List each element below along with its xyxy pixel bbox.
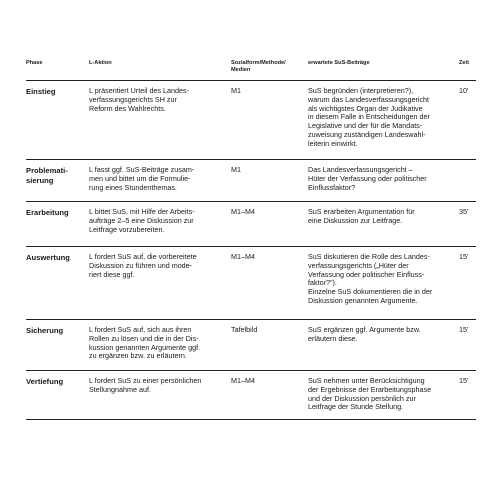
row-expected: SuS diskutieren die Rolle des Landes- verfassungsgerichts („Hüter der Verfassung oder politischer Einfluss- faktor?"). Einzelne SuS dokumentieren die in der Diskussion genannten Argumente. xyxy=(308,252,433,305)
table-row xyxy=(26,247,476,319)
row-phase: Auswertung xyxy=(26,253,70,262)
row-time: 15' xyxy=(459,376,469,385)
row-expected: Das Landesverfassungsgericht – Hüter der Verfassung oder politischer Einflussfaktor? xyxy=(308,165,427,192)
row-time: 15' xyxy=(459,252,469,261)
header-action: L-Aktion xyxy=(89,60,112,66)
row-expected: SuS begründen (interpretieren?), warum das Landesverfassungsgericht als wichtigstes Organ der Judikative in diesem Falle in Entscheidungen der Legislative und der für die Mandats- zuweisung zuständigen Landeswahl- leiterin einwirkt. xyxy=(308,86,430,148)
row-method: Tafelbild xyxy=(231,325,258,334)
lesson-plan-table xyxy=(26,58,476,420)
header-time: Zeit xyxy=(459,60,469,66)
row-phase: Einstieg xyxy=(26,87,56,96)
table-row xyxy=(26,320,476,370)
row-method: M1–M4 xyxy=(231,376,255,385)
header-expected: erwartete SuS-Beiträge xyxy=(308,60,370,66)
row-expected: SuS nehmen unter Berücksichtigung der Ergebnisse der Erarbeitungsphase und der Diskussion persönlich zur Leitfrage der Stunde Stellung. xyxy=(308,376,432,412)
row-rule xyxy=(26,419,476,420)
row-action: L fordert SuS auf, sich aus ihren Rollen zu lösen und die in der Dis- kussion genannten Argumente ggf. zu ergänzen bzw. zu erläutern. xyxy=(89,325,201,361)
row-action: L präsentiert Urteil des Landes- verfassungsgerichts SH zur Reform des Wahlrechts. xyxy=(89,86,190,113)
row-method: M1 xyxy=(231,165,241,174)
row-action: L fordert SuS auf, die vorbereitete Diskussion zu führen und mode- riert diese ggf. xyxy=(89,252,197,279)
row-action: L fordert SuS zu einer persönlichen Stellungnahme auf. xyxy=(89,376,202,394)
header-method: Sozialform/Methode/ Medien xyxy=(231,60,286,73)
table-row xyxy=(26,160,476,201)
row-expected: SuS ergänzen ggf. Argumente bzw. erläutern diese. xyxy=(308,325,421,343)
row-phase: Sicherung xyxy=(26,326,64,335)
table-row xyxy=(26,81,476,159)
table-row xyxy=(26,202,476,246)
row-method: M1 xyxy=(231,86,241,95)
row-phase: Erarbeitung xyxy=(26,208,69,217)
row-action: L bittet SuS, mit Hilfe der Arbeits- aufträge 2–5 eine Diskussion zur Leitfrage vorzubereiten. xyxy=(89,207,195,234)
row-action: L fasst ggf. SuS-Beiträge zusam- men und bittet um die Formulie- rung eines Stundenthemas. xyxy=(89,165,195,192)
row-expected: SuS erarbeiten Argumentation für eine Diskussion zur Leitfrage. xyxy=(308,207,415,225)
header-phase: Phase xyxy=(26,60,43,66)
row-phase: Vertiefung xyxy=(26,377,64,386)
row-time: 35' xyxy=(459,207,469,216)
row-method: M1–M4 xyxy=(231,252,255,261)
row-time: 10' xyxy=(459,86,469,95)
row-method: M1–M4 xyxy=(231,207,255,216)
table-row xyxy=(26,371,476,419)
row-time: 15' xyxy=(459,325,469,334)
table-header xyxy=(26,58,476,80)
row-phase: Problemati- sierung xyxy=(26,166,68,185)
